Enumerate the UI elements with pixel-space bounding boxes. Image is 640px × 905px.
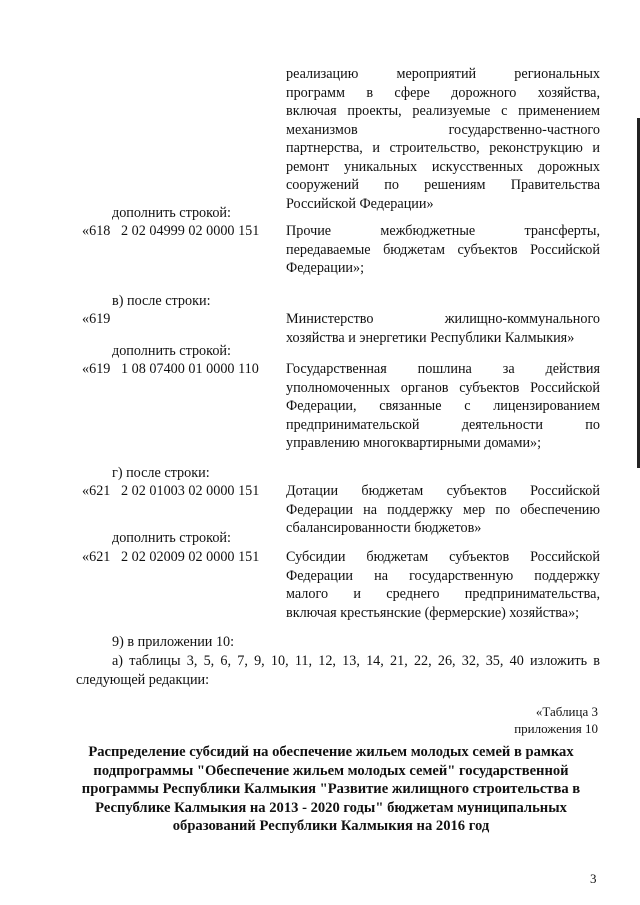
- text-line: ремонт уникальных искусственных дорожных: [286, 158, 600, 175]
- text-line: программ в сфере дорожного хозяйства,: [286, 84, 600, 101]
- text-line: сооружений по решениям Правительства: [286, 177, 600, 193]
- table-number: «Таблица 3: [535, 704, 598, 719]
- after-line-label: в) после строки:: [112, 293, 211, 309]
- text-line: партнерства, и строительство, реконструкцию и: [286, 140, 600, 156]
- add-line-label: дополнить строкой:: [112, 343, 231, 359]
- add-line-label: дополнить строкой:: [112, 530, 231, 546]
- block5-text: [286, 482, 600, 538]
- text-line: хозяйства и энергетики Республики Калмыкия»: [286, 329, 575, 346]
- table-reference: [514, 703, 598, 737]
- appendix-number: приложения 10: [514, 721, 598, 736]
- text-line: включая крестьянские (фермерские) хозяйства»;: [286, 604, 580, 621]
- text-line: реализацию мероприятий региональных: [286, 66, 600, 82]
- budget-code: «619 1 08 07400 01 0000 110: [82, 361, 259, 377]
- text-line: предпринимательской деятельности по: [286, 416, 600, 433]
- text-line: Федерации»;: [286, 260, 365, 276]
- budget-code: «618 2 02 04999 02 0000 151: [82, 223, 260, 239]
- text-line: Субсидии бюджетам субъектов Российской: [286, 549, 600, 565]
- block2-text: [286, 222, 600, 278]
- after-line-label: г) после строки:: [112, 465, 210, 481]
- title-line: подпрограммы "Обеспечение жильем молодых семей" государственной: [93, 762, 569, 779]
- text-line: Прочие межбюджетные трансферты,: [286, 223, 600, 239]
- paragraph-line: следующей редакции:: [76, 672, 210, 688]
- block1-text: [286, 65, 600, 213]
- text-line: Министерство жилищно-коммунального: [286, 311, 600, 327]
- text-line: Федерации на государственную поддержку: [286, 567, 600, 584]
- title-line: Распределение субсидий на обеспечение жильем молодых семей в рамках: [88, 744, 574, 760]
- text-line: Государственная пошлина за действия: [286, 361, 600, 377]
- text-line: уполномоченных органов субъектов Российской: [286, 379, 600, 396]
- text-line: Федерации, связанные с лицензированием: [286, 398, 600, 414]
- block4-text: [286, 360, 600, 453]
- text-line: передаваемые бюджетам субъектов Российской: [286, 241, 600, 258]
- title-line: программы Республики Калмыкия "Развитие жилищного строительства в: [81, 781, 581, 797]
- text-line: механизмов государственно-частного: [286, 121, 600, 138]
- table-title: [76, 743, 586, 836]
- budget-code: «619: [82, 311, 111, 327]
- budget-code: «621 2 02 02009 02 0000 151: [82, 549, 260, 565]
- title-line: Республике Калмыкия на 2013 - 2020 годы" бюджетам муниципальных: [95, 799, 567, 816]
- budget-code: «621 2 02 01003 02 0000 151: [82, 483, 260, 499]
- block6-text: [286, 548, 600, 622]
- text-line: Дотации бюджетам субъектов Российской: [286, 483, 600, 499]
- block3-text: [286, 310, 600, 347]
- text-line: малого и среднего предпринимательства,: [286, 586, 600, 602]
- title-line: образований Республики Калмыкия на 2016 год: [172, 818, 490, 834]
- text-line: сбалансированности бюджетов»: [286, 520, 482, 536]
- add-line-label: дополнить строкой:: [112, 205, 231, 221]
- text-line: Российской Федерации»: [286, 195, 434, 212]
- page-number: 3: [590, 871, 597, 886]
- text-line: включая проекты, реализуемые с применением: [286, 103, 600, 119]
- paragraph-line: а) таблицы 3, 5, 6, 7, 9, 10, 11, 12, 13, 14, 21, 22, 26, 32, 35, 40 изложить в: [112, 653, 600, 669]
- item-9-heading: 9) в приложении 10:: [112, 634, 235, 650]
- text-line: управлению многоквартирными домами»;: [286, 435, 542, 451]
- text-line: Федерации на поддержку мер по обеспечению: [286, 501, 600, 518]
